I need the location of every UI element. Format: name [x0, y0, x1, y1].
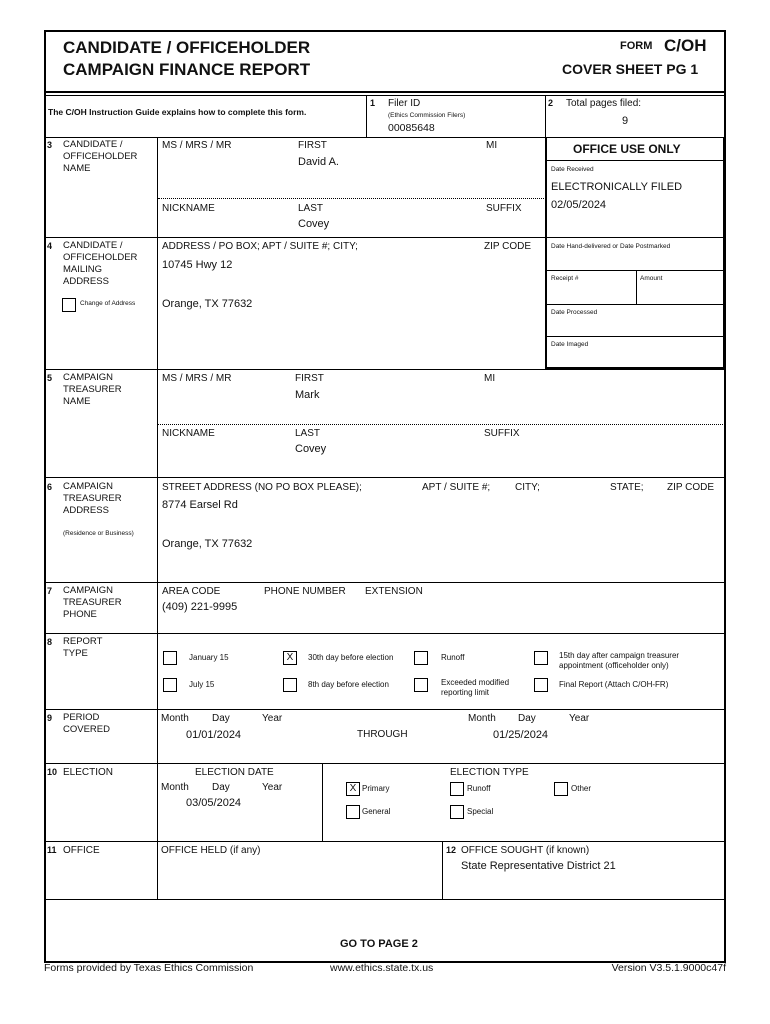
form-label: FORM	[620, 40, 653, 52]
go-to-page-2: GO TO PAGE 2	[340, 938, 418, 950]
report-type-label: REPORT TYPE	[63, 636, 103, 659]
filer-id-value: 00085648	[388, 122, 435, 134]
treasurer-phone-label: CAMPAIGN TREASURER PHONE	[63, 585, 122, 620]
footer-center[interactable]: www.ethics.state.tx.us	[330, 962, 434, 974]
report-8day-checkbox[interactable]	[283, 678, 297, 692]
report-runoff-checkbox[interactable]	[414, 651, 428, 665]
election-runoff-checkbox[interactable]	[450, 782, 464, 796]
candidate-last-name: Covey	[298, 218, 330, 230]
report-30day-checkbox[interactable]: X	[283, 651, 297, 665]
treasurer-phone-value: (409) 221-9995	[162, 601, 238, 613]
office-sought-value: State Representative District 21	[461, 860, 616, 872]
office-use-title: OFFICE USE ONLY	[573, 142, 681, 156]
filing-status: ELECTRONICALLY FILED	[551, 181, 683, 193]
change-of-address-checkbox[interactable]	[62, 298, 76, 312]
period-from: 01/01/2024	[186, 729, 242, 741]
filer-id-label: Filer ID	[388, 98, 421, 109]
treasurer-address-line1: 8774 Earsel Rd	[162, 499, 238, 511]
cover-sheet-label: COVER SHEET PG 1	[562, 61, 699, 77]
report-jan15-checkbox[interactable]	[163, 651, 177, 665]
election-other-checkbox[interactable]	[554, 782, 568, 796]
form-code: C/OH	[664, 36, 707, 55]
period-label: PERIOD COVERED	[63, 712, 110, 735]
treasurer-name-label: CAMPAIGN TREASURER NAME	[63, 372, 122, 407]
election-primary-checkbox[interactable]: X	[346, 782, 360, 796]
report-15day-checkbox[interactable]	[534, 651, 548, 665]
candidate-first-name: David A.	[298, 156, 339, 168]
candidate-name-label: CANDIDATE / OFFICEHOLDER NAME	[63, 139, 138, 174]
election-special-checkbox[interactable]	[450, 805, 464, 819]
report-jul15-checkbox[interactable]	[163, 678, 177, 692]
candidate-address-line2: Orange, TX 77632	[162, 298, 253, 310]
filer-id-sub: (Ethics Commission Filers)	[388, 112, 466, 119]
footer-left: Forms provided by Texas Ethics Commission	[44, 962, 254, 974]
total-pages-label: Total pages filed:	[566, 98, 642, 109]
candidate-address-line1: 10745 Hwy 12	[162, 259, 233, 271]
treasurer-address-line2: Orange, TX 77632	[162, 538, 253, 550]
date-received: 02/05/2024	[551, 199, 607, 211]
report-exceeded-checkbox[interactable]	[414, 678, 428, 692]
treasurer-first-name: Mark	[295, 389, 320, 401]
total-pages-value: 9	[622, 115, 629, 127]
treasurer-last-name: Covey	[295, 443, 327, 455]
footer-right: Version V3.5.1.9000c47f	[611, 962, 726, 974]
election-general-checkbox[interactable]	[346, 805, 360, 819]
form-title-line1: CANDIDATE / OFFICEHOLDER	[63, 38, 311, 57]
form-title-line2: CAMPAIGN FINANCE REPORT	[63, 60, 311, 79]
election-date: 03/05/2024	[186, 797, 242, 809]
office-label: OFFICE	[63, 845, 100, 856]
report-final-checkbox[interactable]	[534, 678, 548, 692]
election-label: ELECTION	[63, 767, 114, 778]
treasurer-address-label: CAMPAIGN TREASURER ADDRESS	[63, 481, 122, 516]
instruction-text: The C/OH Instruction Guide explains how to complete this form.	[48, 107, 307, 117]
candidate-address-label: CANDIDATE / OFFICEHOLDER MAILING ADDRESS	[63, 240, 138, 287]
period-to: 01/25/2024	[493, 729, 549, 741]
